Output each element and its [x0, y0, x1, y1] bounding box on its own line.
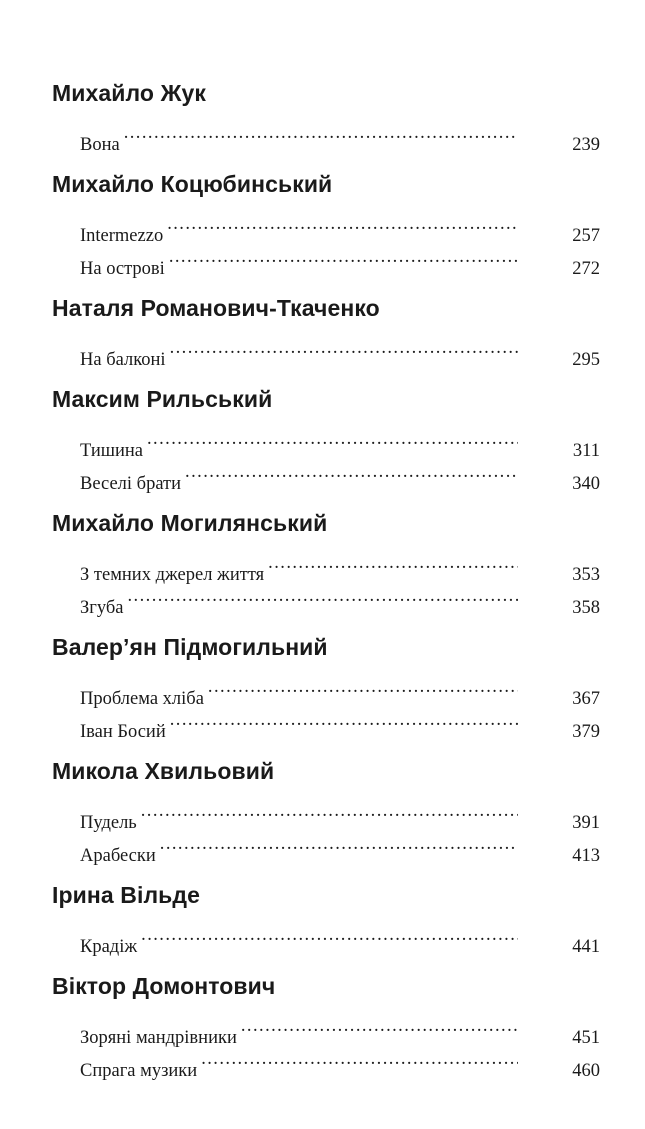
- author-name: Михайло Жук: [52, 80, 206, 106]
- author-group: [52, 756, 600, 866]
- toc-entry[interactable]: [52, 547, 600, 585]
- entry-title: Проблема хліба: [80, 683, 208, 716]
- dot-leader: [208, 671, 518, 704]
- entry-title: Спрага музики: [80, 1055, 201, 1088]
- page-number: 239: [572, 135, 600, 155]
- toc-entry-line: [80, 332, 600, 377]
- dot-leader: [147, 423, 518, 456]
- entry-title: Арабески: [80, 840, 160, 873]
- entry-title: На балконі: [80, 344, 170, 377]
- dot-leader: [160, 828, 518, 861]
- toc-entry-line: [80, 919, 600, 964]
- dot-leader: [268, 547, 518, 580]
- author-name: Наталя Романович-Ткаченко: [52, 295, 380, 321]
- dot-leader: [141, 919, 518, 952]
- author-name: Віктор Домонтович: [52, 973, 276, 999]
- table-of-contents: [52, 78, 600, 1095]
- author-group: [52, 632, 600, 742]
- toc-entry[interactable]: [52, 332, 600, 370]
- entry-list: [52, 423, 600, 494]
- entry-list: [52, 208, 600, 279]
- toc-entry[interactable]: [52, 117, 600, 155]
- entry-title: Крадіж: [80, 931, 141, 964]
- toc-entry[interactable]: [52, 795, 600, 833]
- page-number: 358: [572, 598, 600, 618]
- entry-list: [52, 547, 600, 618]
- dot-leader: [170, 704, 518, 737]
- toc-entry[interactable]: [52, 1010, 600, 1048]
- page-number: 295: [572, 350, 600, 370]
- dot-leader: [241, 1010, 518, 1043]
- entry-list: [52, 795, 600, 866]
- entry-title: На острові: [80, 253, 169, 286]
- entry-title: Згуба: [80, 592, 128, 625]
- author-group: [52, 384, 600, 494]
- page-number: 451: [572, 1028, 600, 1048]
- entry-title: Вона: [80, 129, 124, 162]
- entry-title: Тишина: [80, 435, 147, 468]
- entry-title: З темних джерел життя: [80, 559, 268, 592]
- page-number: 353: [572, 565, 600, 585]
- dot-leader: [167, 208, 518, 241]
- entry-title: Іван Босий: [80, 716, 170, 749]
- author-name: Ірина Вільде: [52, 882, 200, 908]
- author-name: Михайло Коцюбинський: [52, 171, 333, 197]
- author-group: [52, 508, 600, 618]
- entry-title: Зоряні мандрівники: [80, 1022, 241, 1055]
- author-group: [52, 880, 600, 957]
- toc-entry-line: [80, 117, 600, 162]
- page-number: 441: [572, 937, 600, 957]
- page-number: 257: [572, 226, 600, 246]
- author-group: [52, 169, 600, 279]
- author-name: Валер’ян Підмогильний: [52, 634, 328, 660]
- entry-list: [52, 671, 600, 742]
- page-number: 367: [572, 689, 600, 709]
- toc-entry[interactable]: [52, 671, 600, 709]
- dot-leader: [141, 795, 518, 828]
- entry-title: Веселі брати: [80, 468, 185, 501]
- author-name: Михайло Могилянський: [52, 510, 328, 536]
- dot-leader: [124, 117, 518, 150]
- page-number: 340: [572, 474, 600, 494]
- page-number: 391: [572, 813, 600, 833]
- toc-entry[interactable]: [52, 919, 600, 957]
- author-group: [52, 293, 600, 370]
- entry-list: [52, 1010, 600, 1081]
- page-number: 413: [572, 846, 600, 866]
- author-group: [52, 78, 600, 155]
- entry-list: [52, 117, 600, 155]
- dot-leader: [170, 332, 518, 365]
- author-group: [52, 971, 600, 1081]
- entry-list: [52, 919, 600, 957]
- entry-list: [52, 332, 600, 370]
- entry-title: Intermezzo: [80, 220, 167, 253]
- dot-leader: [201, 1043, 518, 1076]
- page-number: 272: [572, 259, 600, 279]
- author-name: Максим Рильський: [52, 386, 273, 412]
- toc-entry-line: [80, 456, 600, 501]
- toc-entry[interactable]: [52, 208, 600, 246]
- page-number: 379: [572, 722, 600, 742]
- toc-entry[interactable]: [52, 423, 600, 461]
- dot-leader: [169, 241, 518, 274]
- page-number: 311: [572, 441, 600, 461]
- dot-leader: [185, 456, 518, 489]
- author-name: Микола Хвильовий: [52, 758, 275, 784]
- toc-entry-line: [80, 828, 600, 873]
- entry-title: Пудель: [80, 807, 141, 840]
- page-number: 460: [572, 1061, 600, 1081]
